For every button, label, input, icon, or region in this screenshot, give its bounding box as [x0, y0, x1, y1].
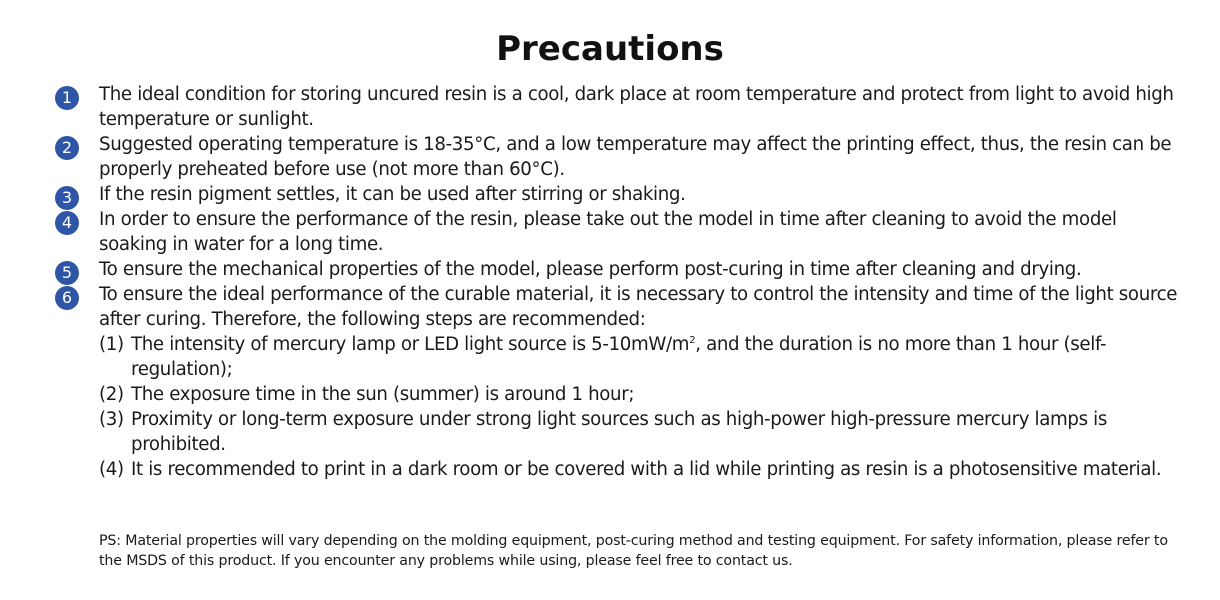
page-title: Precautions — [496, 29, 724, 69]
sub-step-text-part: , and the duration is no more than 1 hour (self-regulation); — [131, 334, 1107, 380]
item-text: In order to ensure the performance of the resin, please take out the model in time after cleaning to avoid the model soaking in water for a long time. — [99, 209, 1117, 255]
list-item — [0, 257, 1179, 282]
list-item — [0, 282, 1179, 332]
sub-step-text-part: The intensity of mercury lamp or LED light source is 5-10mW/m — [131, 334, 690, 355]
ps-note: PS: Material properties will vary depending on the molding equipment, post-curing method and testing equipment. For safety information, please refer to the MSDS of this product. If you encounter any problems while using, please feel free to contact us. — [99, 533, 1168, 569]
sub-step — [0, 332, 1181, 382]
number-badge: 2 — [55, 136, 79, 160]
sub-step-text: The exposure time in the sun (summer) is around 1 hour; — [131, 384, 635, 405]
sub-step-text — [131, 334, 1106, 380]
sub-step-number: (2) — [99, 384, 124, 405]
sub-step-number: (3) — [99, 409, 124, 430]
list-item — [0, 132, 1179, 182]
sub-step-text: Proximity or long-term exposure under strong light sources such as high-power high-pressure mercury lamps is prohibited. — [131, 409, 1108, 455]
number-badge: 5 — [55, 261, 79, 285]
item-text: The ideal condition for storing uncured resin is a cool, dark place at room temperature and protect from light to avoid high temperature or sunlight. — [99, 84, 1174, 130]
sub-step — [0, 457, 1181, 482]
number-badge: 4 — [55, 211, 79, 235]
list-item — [0, 82, 1179, 132]
sub-step — [0, 382, 1181, 407]
item-text: To ensure the ideal performance of the curable material, it is necessary to control the intensity and time of the light source after curing. Therefore, the following steps are recommended: — [99, 284, 1178, 330]
item-text: Suggested operating temperature is 18-35°C, and a low temperature may affect the printing effect, thus, the resin can be properly preheated before use (not more than 60°C). — [99, 134, 1172, 180]
number-badge: 6 — [55, 286, 79, 310]
superscript: 2 — [689, 335, 696, 346]
sub-step-number: (4) — [99, 459, 124, 480]
list-item — [0, 207, 1179, 257]
sub-step-number: (1) — [99, 334, 124, 355]
item-text: To ensure the mechanical properties of the model, please perform post-curing in time after cleaning and drying. — [99, 259, 1082, 280]
list-item — [0, 182, 1179, 207]
sub-step — [0, 407, 1181, 457]
number-badge: 3 — [55, 186, 79, 210]
item-text: If the resin pigment settles, it can be used after stirring or shaking. — [99, 184, 686, 205]
sub-step-text: It is recommended to print in a dark room or be covered with a lid while printing as resin is a photosensitive material. — [131, 459, 1162, 480]
number-badge: 1 — [55, 86, 79, 110]
precautions-list — [0, 82, 1220, 482]
